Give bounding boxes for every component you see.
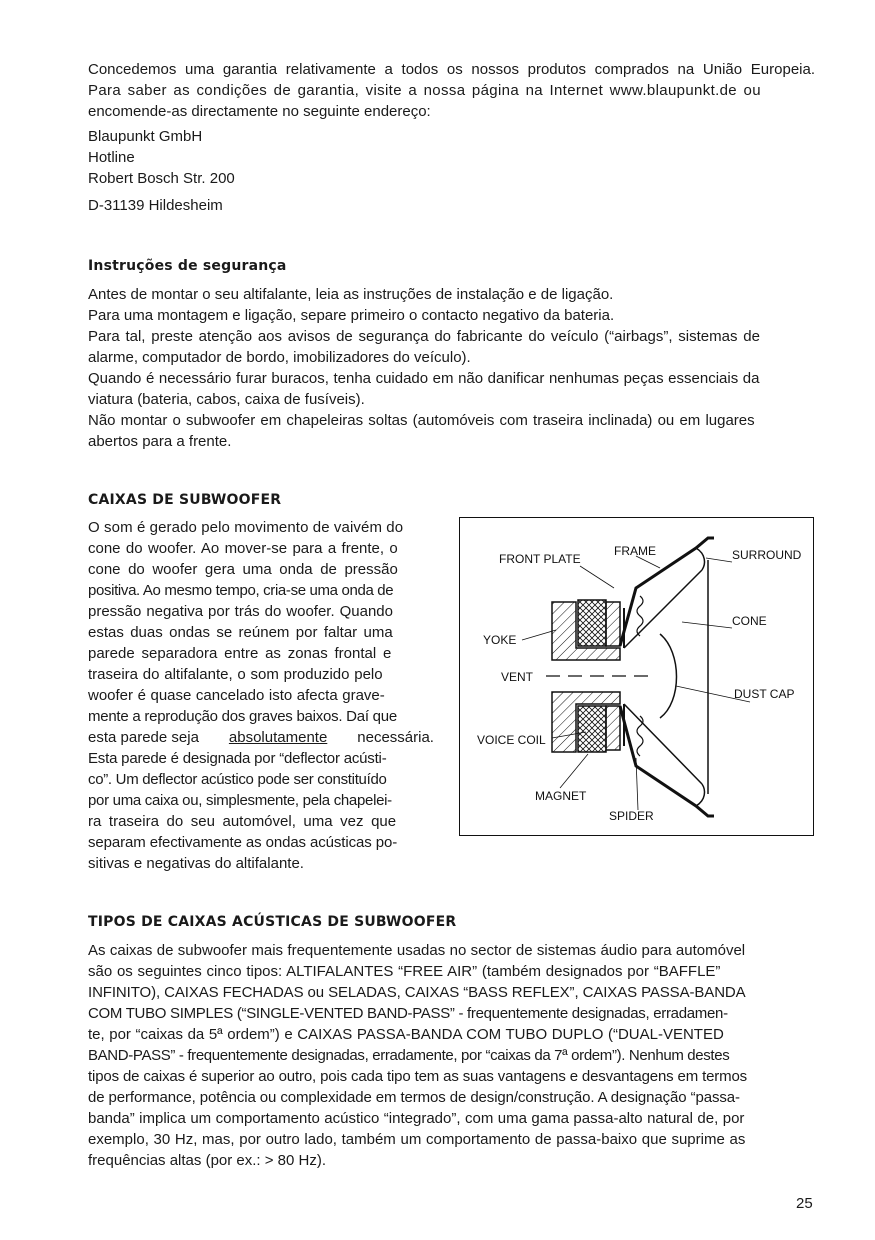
subwoofer-line <box>88 853 434 874</box>
label-front-plate: FRONT PLATE <box>499 552 581 566</box>
safety-line: viatura (bateria, cabos, caixa de fusíveis). <box>88 391 365 408</box>
box-types-line: INFINITO), CAIXAS FECHADAS ou SELADAS, CAIXAS “BASS REFLEX”, CAIXAS PASSA-BANDA <box>88 984 746 1001</box>
front-plate-upper <box>606 602 620 646</box>
address-city: D-31139 Hildesheim <box>88 197 223 214</box>
warranty-line: encomende-as directamente no seguinte endereço: <box>88 103 431 120</box>
page-number: 25 <box>796 1195 813 1212</box>
line-text: positiva. Ao mesmo tempo, cria-se uma onda de <box>88 582 394 599</box>
label-cone: CONE <box>732 614 767 628</box>
subwoofer-line <box>88 517 434 538</box>
box-types-line: de performance, potência ou complexidade em termos de design/construção. A designação “passa- <box>88 1089 740 1106</box>
subwoofer-line <box>88 811 434 832</box>
label-frame: FRAME <box>614 544 656 558</box>
surround-lower <box>696 784 704 806</box>
leader-yoke <box>522 630 556 640</box>
label-dust-cap: DUST CAP <box>734 687 795 701</box>
address-company: Blaupunkt GmbH <box>88 128 203 145</box>
box-types-line: são os seguintes cinco tipos: ALTIFALANTES “FREE AIR” (também designados por “BAFFLE” <box>88 963 721 980</box>
subwoofer-line <box>88 769 434 790</box>
subwoofer-line <box>88 601 434 622</box>
line-text: parede separadora entre as zonas frontal e <box>88 645 392 662</box>
line-text: traseira do altifalante, o som produzido pelo <box>88 666 383 683</box>
magnet-lower <box>578 706 606 752</box>
line-text: cone do woofer. Ao mover-se para a frente, o <box>88 540 398 557</box>
line-text: por uma caixa ou, simplesmente, pela chapelei- <box>88 792 392 809</box>
subwoofer-line <box>88 538 434 559</box>
subwoofer-line <box>88 790 434 811</box>
box-types-line: As caixas de subwoofer mais frequentemente usadas no sector de sistemas áudio para automóvel <box>88 942 746 959</box>
warranty-paragraph <box>88 59 815 122</box>
subwoofer-line <box>88 832 434 853</box>
warranty-line: Concedemos uma garantia relativamente a todos os nossos produtos comprados na União Europeia. <box>88 61 815 78</box>
address-block <box>88 126 815 189</box>
safety-line: Para uma montagem e ligação, separe primeiro o contacto negativo da bateria. <box>88 307 615 324</box>
subwoofer-line <box>88 622 434 643</box>
subwoofer-line <box>88 643 434 664</box>
leader-front-plate <box>580 566 614 588</box>
dust-cap <box>660 634 677 718</box>
box-types-line: banda” implica um comportamento acústico “integrado”, com uma gama passa-alto natural de, por <box>88 1110 745 1127</box>
subwoofer-line <box>88 727 434 748</box>
line-text: Esta parede é designada por “deflector acústi- <box>88 750 387 767</box>
box-types-line: te, por “caixas da 5ª ordem”) e CAIXAS PASSA-BANDA COM TUBO DUPLO (“DUAL-VENTED <box>88 1026 724 1043</box>
label-yoke: YOKE <box>483 633 517 647</box>
box-types-line: exemplo, 30 Hz, mas, por outro lado, também um comportamento de passa-baixo que suprime as <box>88 1131 746 1148</box>
line-text: O som é gerado pelo movimento de vaivém do <box>88 519 404 536</box>
safety-heading: Instruções de segurança <box>88 258 287 274</box>
safety-line: Não montar o subwoofer em chapeleiras soltas (automóveis com traseira inclinada) ou em lugares <box>88 412 755 429</box>
subwoofer-boxes-heading: CAIXAS DE SUBWOOFER <box>88 492 282 508</box>
safety-line: Quando é necessário furar buracos, tenha cuidado em não danificar nenhumas peças essenciais da <box>88 370 760 387</box>
frame-lower <box>620 706 714 816</box>
warranty-line <box>88 80 815 101</box>
front-plate-lower <box>606 706 620 750</box>
box-types-paragraph <box>88 940 815 1171</box>
safety-line: alarme, computador de bordo, imobilizadores do veículo). <box>88 349 471 366</box>
subwoofer-line <box>88 559 434 580</box>
label-spider: SPIDER <box>609 809 654 823</box>
safety-line: abertos para a frente. <box>88 433 232 450</box>
line-text: ra traseira do seu automóvel, uma vez que <box>88 813 397 830</box>
box-types-line: tipos de caixas é superior ao outro, pois cada tipo tem as suas vantagens e desvantagens em termos <box>88 1068 748 1085</box>
magnet-upper <box>578 600 606 646</box>
woofer-cross-section-diagram <box>459 517 814 836</box>
box-types-line: BAND-PASS” - frequentemente designadas, erradamente, por “caixas da 7ª ordem”). Nenhum destes <box>88 1047 730 1064</box>
box-types-heading: TIPOS DE CAIXAS ACÚSTICAS DE SUBWOOFER <box>88 914 457 930</box>
leader-cone <box>682 622 732 628</box>
line-text: mente a reprodução dos graves baixos. Daí que <box>88 708 397 725</box>
address-hotline: Hotline <box>88 149 135 166</box>
line-text: woofer é quase cancelado isto afecta grave- <box>88 687 385 704</box>
line-text: necessária. <box>357 729 434 746</box>
line-text: co”. Um deflector acústico pode ser constituído <box>88 771 387 788</box>
subwoofer-line <box>88 664 434 685</box>
underlined-word: absolutamente <box>228 729 328 746</box>
line-text: sitivas e negativas do altifalante. <box>88 855 304 872</box>
safety-paragraph <box>88 284 815 452</box>
woofer-diagram-svg <box>460 518 815 837</box>
safety-line: Antes de montar o seu altifalante, leia as instruções de instalação e de ligação. <box>88 286 614 303</box>
subwoofer-line <box>88 706 434 727</box>
label-magnet: MAGNET <box>535 789 587 803</box>
line-text: pressão negativa por trás do woofer. Quando <box>88 603 393 620</box>
box-types-line: COM TUBO SIMPLES (“SINGLE-VENTED BAND-PASS” - frequentemente designadas, erradamen- <box>88 1005 728 1022</box>
label-voice-coil: VOICE COIL <box>477 733 546 747</box>
surround-upper <box>696 548 704 570</box>
subwoofer-line <box>88 748 434 769</box>
leader-magnet <box>560 754 588 788</box>
safety-line: Para tal, preste atenção aos avisos de segurança do fabricante do veículo (“airbags”, sistemas de <box>88 328 760 345</box>
subwoofer-line <box>88 580 434 601</box>
line-text: estas duas ondas se reúnem por faltar uma <box>88 624 393 641</box>
box-types-line: frequências altas (por ex.: > 80 Hz). <box>88 1152 327 1169</box>
line-text: cone do woofer gera uma onda de pressão <box>88 561 398 578</box>
line-text: esta parede seja <box>88 729 199 746</box>
address-street: Robert Bosch Str. 200 <box>88 170 235 187</box>
label-vent: VENT <box>501 670 534 684</box>
line-text: separam efectivamente as ondas acústicas po- <box>88 834 398 851</box>
leader-surround <box>706 558 732 562</box>
warranty-line-text: Para saber as condições de garantia, visite a nossa página na Internet www.blaupunkt.de ou <box>88 82 761 99</box>
label-surround: SURROUND <box>732 548 802 562</box>
subwoofer-boxes-paragraph <box>88 517 434 874</box>
subwoofer-line <box>88 685 434 706</box>
